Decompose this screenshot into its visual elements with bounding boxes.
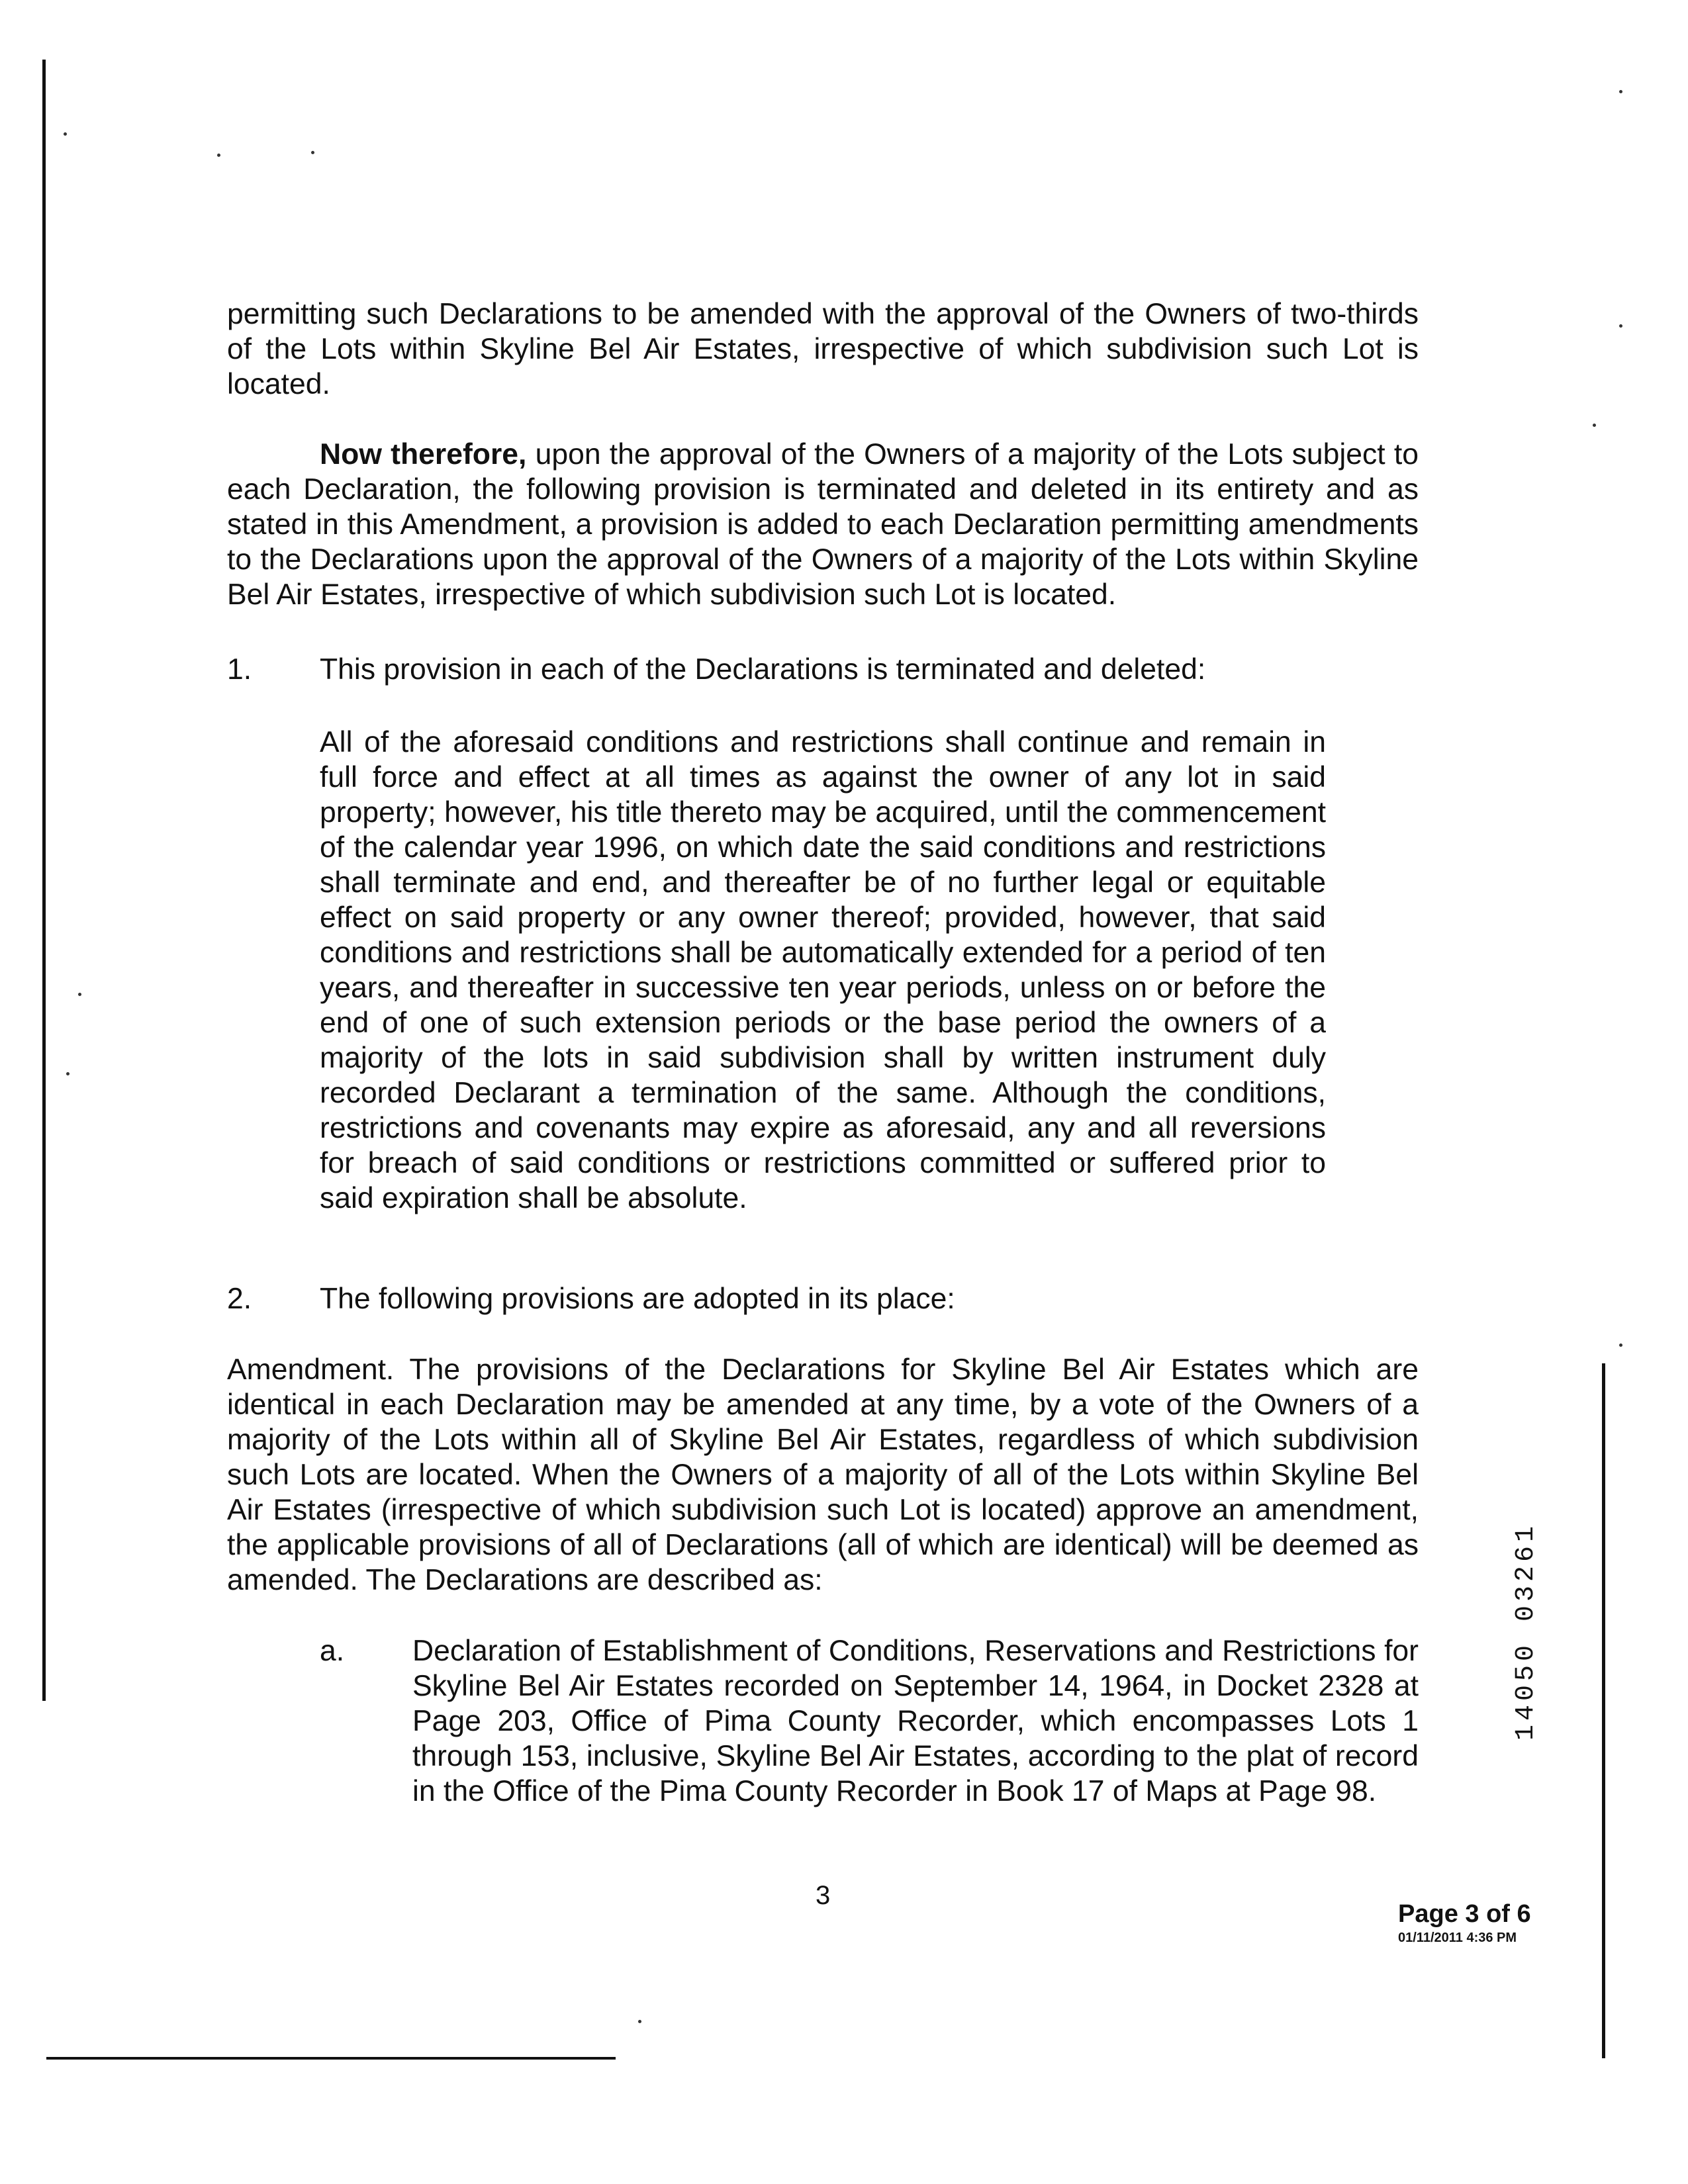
recorder-timestamp: 01/11/2011 4:36 PM [1398, 1931, 1517, 1945]
amendment-paragraph: Amendment. The provisions of the Declarations for Skyline Bel Air Estates which are identical in each Declaration may be amended at any time, by a vote of the Owners of a majority of the Lots within all of Skyline Bel Air Estates, regardless of which subdivision such Lots are located. When the Owners of a majority of all of the Lots within Skyline Bel Air Estates (irrespective of which subdivision such Lot is located) approve an amendment, the applicable provisions of all of Declarations (all of which are identical) will be deemed as amended. The Declarations are described as: [227, 1353, 1419, 1596]
scan-bottom-line [46, 2057, 616, 2060]
scan-left-edge-line [42, 60, 46, 1701]
item-a-declaration-text: Declaration of Establishment of Conditions, Reservations and Restrictions for Skyline Bel Air Estates recorded on September 14, 1964, in Docket 2328 at Page 203, Office of Pima County Recorder, which encompasses Lots 1 through 153, inclusive, Skyline Bel Air Estates, according to the plat of record in the Office of the Pima County Recorder in Book 17 of Maps at Page 98. [412, 1635, 1419, 1807]
scan-speck [1619, 90, 1622, 93]
now-therefore-lead: Now therefore, [320, 438, 527, 471]
scan-speck [1619, 1343, 1622, 1347]
recorder-page-label: Page 3 of 6 [1398, 1900, 1531, 1928]
now-therefore-body: upon the approval of the Owners of a majority of the Lots subject to each Declaration, the following provision is terminated and deleted in its entirety and as stated in this Amendment, a provision is added to each Declaration permitting amendments to the Declarations upon the approval of the Owners of a majority of the Lots within Skyline Bel Air Estates, irrespective of which subdivision such Lot is located. [227, 438, 1419, 611]
paragraph-now-therefore [227, 437, 1419, 612]
scan-speck [1619, 324, 1622, 328]
scan-speck [78, 993, 81, 996]
item-2-heading: The following provisions are adopted in its place: [320, 1283, 955, 1315]
page-number: 3 [816, 1881, 831, 1910]
item-2-number: 2. [227, 1283, 252, 1315]
scan-speck [311, 151, 314, 154]
item-1-number: 1. [227, 653, 252, 686]
item-a-letter: a. [320, 1635, 345, 1667]
scan-speck [217, 154, 220, 157]
docket-stamp: 14050 03261 [1511, 1522, 1541, 1741]
item-1-heading: This provision in each of the Declarations is terminated and deleted: [320, 653, 1206, 686]
scan-right-edge-line [1602, 1363, 1605, 2058]
paragraph-continuation: permitting such Declarations to be amended with the approval of the Owners of two-thirds of the Lots within Skyline Bel Air Estates, irrespective of which subdivision such Lot is located. [227, 298, 1419, 400]
scan-speck [66, 1072, 70, 1075]
item-1-quoted-provision: All of the aforesaid conditions and restrictions shall continue and remain in full force and effect at all times as against the owner of any lot in said property; however, his title thereto may be acquired, until the commencement of the calendar year 1996, on which date the said conditions and restrictions shall terminate and end, and thereafter be of no further legal or equitable effect on said property or any owner thereof; provided, however, that said conditions and restrictions shall be automatically extended for a period of ten years, and thereafter in successive ten year periods, unless on or before the end of one of such extension periods or the base period the owners of a majority of the lots in said subdivision shall by written instrument duly recorded Declarant a termination of the same. Although the conditions, restrictions and covenants may expire as aforesaid, any and all reversions for breach of said conditions or restrictions committed or suffered prior to said expiration shall be absolute. [320, 726, 1326, 1214]
scan-speck [64, 132, 67, 136]
scan-speck [638, 2020, 641, 2023]
scan-speck [1593, 424, 1596, 427]
